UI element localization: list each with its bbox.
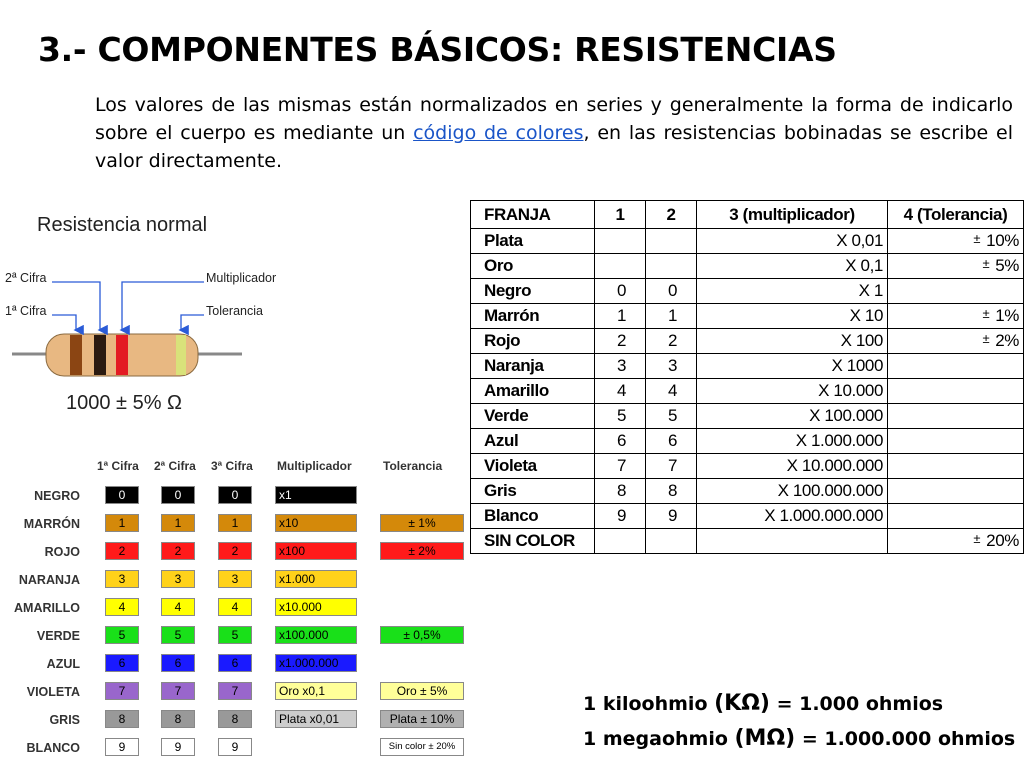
table-cell — [697, 529, 888, 554]
table-row — [471, 354, 1024, 379]
table-cell: X 10.000.000 — [697, 454, 888, 479]
color-code-link[interactable]: código de colores — [413, 122, 584, 144]
tolerance-value: 5% — [995, 256, 1019, 275]
table-cell: 5 — [646, 404, 697, 429]
table-cell: Rojo — [471, 329, 595, 354]
chart-color-name: ROJO — [44, 545, 80, 559]
chart-multiplier: Plata x0,01 — [275, 710, 357, 728]
chart-digit-1: 6 — [105, 654, 139, 672]
band-second-digit — [94, 335, 106, 375]
chart-digit-2: 0 — [161, 486, 195, 504]
table-cell-tolerance — [888, 479, 1024, 504]
table-row — [471, 229, 1024, 254]
table-cell: 6 — [646, 429, 697, 454]
band-multiplier — [116, 335, 128, 375]
table-row — [471, 454, 1024, 479]
kilo-value: = 1.000 ohmios — [769, 693, 944, 715]
table-row — [471, 529, 1024, 554]
chart-digit-3: 9 — [218, 738, 252, 756]
chart-row — [0, 514, 470, 534]
table-header: 4 (Tolerancia) — [888, 201, 1024, 229]
chart-tolerance: ± 2% — [380, 542, 464, 560]
chart-digit-2: 3 — [161, 570, 195, 588]
chart-multiplier: Oro x0,1 — [275, 682, 357, 700]
table-row — [471, 479, 1024, 504]
table-cell: X 10.000 — [697, 379, 888, 404]
page-title: 3.- COMPONENTES BÁSICOS: RESISTENCIAS — [38, 30, 837, 69]
chart-digit-1: 7 — [105, 682, 139, 700]
chart-header-second: 2ª Cifra — [154, 459, 196, 473]
table-header: 1 — [595, 201, 646, 229]
chart-row — [0, 626, 470, 646]
chart-digit-2: 7 — [161, 682, 195, 700]
table-cell: X 0,01 — [697, 229, 888, 254]
table-row — [471, 329, 1024, 354]
table-row — [471, 429, 1024, 454]
table-cell: 2 — [646, 329, 697, 354]
table-cell: Negro — [471, 279, 595, 304]
chart-multiplier: x100 — [275, 542, 357, 560]
intro-text-after: , en las resistencias bobinadas se escribe el valor directamente. — [95, 122, 1013, 172]
table-header: 2 — [646, 201, 697, 229]
chart-digit-1: 0 — [105, 486, 139, 504]
plus-minus-sign: ± — [973, 231, 981, 246]
chart-color-name: VERDE — [36, 629, 80, 643]
chart-digit-2: 2 — [161, 542, 195, 560]
chart-row — [0, 710, 470, 730]
table-cell: 8 — [595, 479, 646, 504]
table-cell-tolerance — [888, 254, 1024, 279]
table-cell: 3 — [646, 354, 697, 379]
chart-header-third: 3ª Cifra — [211, 459, 253, 473]
chart-tolerance: ± 1% — [380, 514, 464, 532]
megaohm-equivalence — [583, 726, 1015, 751]
chart-digit-3: 3 — [218, 570, 252, 588]
chart-row — [0, 542, 470, 562]
chart-row — [0, 654, 470, 674]
tolerance-value: 20% — [986, 531, 1019, 550]
band-first-digit — [70, 335, 82, 375]
arrow-multiplier — [122, 282, 204, 330]
chart-multiplier: x1.000.000 — [275, 654, 357, 672]
table-cell: 4 — [646, 379, 697, 404]
table-cell: SIN COLOR — [471, 529, 595, 554]
chart-row — [0, 598, 470, 618]
table-cell — [595, 529, 646, 554]
chart-row — [0, 738, 470, 758]
chart-digit-1: 2 — [105, 542, 139, 560]
table-cell: Azul — [471, 429, 595, 454]
chart-digit-2: 1 — [161, 514, 195, 532]
chart-tolerance: Oro ± 5% — [380, 682, 464, 700]
arrow-tolerance — [181, 315, 204, 330]
tolerance-value: 1% — [995, 306, 1019, 325]
table-cell: Plata — [471, 229, 595, 254]
plus-minus-sign: ± — [982, 331, 990, 346]
table-cell-tolerance — [888, 329, 1024, 354]
chart-digit-1: 8 — [105, 710, 139, 728]
tolerance-value: 2% — [995, 331, 1019, 350]
table-cell-tolerance — [888, 404, 1024, 429]
table-cell: 4 — [595, 379, 646, 404]
chart-digit-2: 9 — [161, 738, 195, 756]
table-cell: 5 — [595, 404, 646, 429]
mega-symbol: (MΩ) — [734, 726, 796, 751]
table-cell: X 100 — [697, 329, 888, 354]
chart-digit-3: 4 — [218, 598, 252, 616]
chart-color-name: MARRÓN — [23, 517, 80, 531]
table-cell: 3 — [595, 354, 646, 379]
table-cell-tolerance — [888, 454, 1024, 479]
chart-multiplier: x10 — [275, 514, 357, 532]
table-row — [471, 404, 1024, 429]
chart-color-name: BLANCO — [26, 741, 80, 755]
label-multiplier: Multiplicador — [206, 271, 277, 285]
table-header-row — [471, 201, 1024, 229]
table-header: 3 (multiplicador) — [697, 201, 888, 229]
table-cell-tolerance — [888, 379, 1024, 404]
plus-minus-sign: ± — [982, 256, 990, 271]
chart-digit-1: 1 — [105, 514, 139, 532]
table-cell: 7 — [646, 454, 697, 479]
label-tolerance: Tolerancia — [206, 304, 263, 318]
chart-header-tolerance: Tolerancia — [383, 459, 443, 473]
table-cell: Violeta — [471, 454, 595, 479]
kilo-symbol: (KΩ) — [714, 691, 770, 716]
resistor-value: 1000 ± 5% Ω — [66, 392, 182, 414]
table-cell: 0 — [595, 279, 646, 304]
chart-row — [0, 570, 470, 590]
table-cell: X 100.000 — [697, 404, 888, 429]
table-cell — [646, 529, 697, 554]
chart-multiplier — [275, 738, 357, 756]
chart-tolerance: ± 0,5% — [380, 626, 464, 644]
table-cell: 8 — [646, 479, 697, 504]
table-cell: Verde — [471, 404, 595, 429]
chart-row — [0, 486, 470, 506]
chart-tolerance: Plata ± 10% — [380, 710, 464, 728]
table-cell: 6 — [595, 429, 646, 454]
table-cell: Gris — [471, 479, 595, 504]
table-cell: Marrón — [471, 304, 595, 329]
table-row — [471, 304, 1024, 329]
chart-digit-2: 4 — [161, 598, 195, 616]
table-cell: 0 — [646, 279, 697, 304]
chart-digit-1: 3 — [105, 570, 139, 588]
chart-color-name: AMARILLO — [14, 601, 80, 615]
intro-text-before: Los valores de las mismas están normalizados en series y generalmente la forma de indicarlo sobre el cuerpo es mediante un — [95, 94, 1013, 144]
plus-minus-sign: ± — [982, 306, 990, 321]
chart-color-name: AZUL — [46, 657, 80, 671]
table-cell: 1 — [646, 304, 697, 329]
table-cell: X 10 — [697, 304, 888, 329]
chart-digit-1: 5 — [105, 626, 139, 644]
table-cell-tolerance — [888, 229, 1024, 254]
kiloohm-equivalence — [583, 691, 943, 716]
mega-value: = 1.000.000 ohmios — [795, 728, 1016, 750]
table-cell: Blanco — [471, 504, 595, 529]
kilo-text: 1 kiloohmio — [583, 693, 715, 715]
chart-digit-1: 4 — [105, 598, 139, 616]
table-row — [471, 504, 1024, 529]
label-first-digit: 1ª Cifra — [5, 304, 47, 318]
table-header: FRANJA — [471, 201, 595, 229]
chart-digit-1: 9 — [105, 738, 139, 756]
table-cell: 2 — [595, 329, 646, 354]
arrow-first-digit — [52, 315, 76, 330]
table-cell-tolerance — [888, 279, 1024, 304]
chart-color-name: VIOLETA — [26, 685, 80, 699]
chart-multiplier: x1 — [275, 486, 357, 504]
table-cell: 9 — [646, 504, 697, 529]
intro-paragraph — [95, 91, 1013, 175]
table-cell — [646, 229, 697, 254]
chart-digit-3: 8 — [218, 710, 252, 728]
table-cell-tolerance — [888, 304, 1024, 329]
chart-color-name: NARANJA — [18, 573, 80, 587]
table-cell-tolerance — [888, 354, 1024, 379]
band-table — [470, 200, 1024, 554]
chart-digit-3: 0 — [218, 486, 252, 504]
table-cell-tolerance — [888, 429, 1024, 454]
tolerance-value: 10% — [986, 231, 1019, 250]
table-cell — [646, 254, 697, 279]
chart-digit-3: 5 — [218, 626, 252, 644]
chart-multiplier: x1.000 — [275, 570, 357, 588]
table-row — [471, 279, 1024, 304]
table-cell — [595, 254, 646, 279]
resistor-heading: Resistencia normal — [37, 214, 208, 236]
table-cell-tolerance — [888, 504, 1024, 529]
chart-digit-3: 1 — [218, 514, 252, 532]
chart-digit-2: 6 — [161, 654, 195, 672]
chart-color-name: NEGRO — [34, 489, 80, 503]
chart-digit-2: 8 — [161, 710, 195, 728]
table-row — [471, 254, 1024, 279]
table-cell: Naranja — [471, 354, 595, 379]
table-cell: X 1 — [697, 279, 888, 304]
chart-digit-2: 5 — [161, 626, 195, 644]
chart-digit-3: 6 — [218, 654, 252, 672]
chart-tolerance: Sin color ± 20% — [380, 738, 464, 756]
chart-digit-3: 7 — [218, 682, 252, 700]
table-cell: X 0,1 — [697, 254, 888, 279]
table-cell: 7 — [595, 454, 646, 479]
chart-multiplier: x10.000 — [275, 598, 357, 616]
table-cell — [595, 229, 646, 254]
chart-header-multiplier: Multiplicador — [277, 459, 352, 473]
table-cell-tolerance — [888, 529, 1024, 554]
table-cell: 1 — [595, 304, 646, 329]
table-cell: X 1000 — [697, 354, 888, 379]
chart-multiplier: x100.000 — [275, 626, 357, 644]
plus-minus-sign: ± — [973, 531, 981, 546]
chart-row — [0, 682, 470, 702]
table-cell: 9 — [595, 504, 646, 529]
table-row — [471, 379, 1024, 404]
table-cell: X 1.000.000.000 — [697, 504, 888, 529]
chart-color-name: GRIS — [49, 713, 80, 727]
chart-header-first: 1ª Cifra — [97, 459, 139, 473]
table-cell: Amarillo — [471, 379, 595, 404]
table-cell: X 1.000.000 — [697, 429, 888, 454]
table-cell: X 100.000.000 — [697, 479, 888, 504]
resistor-drawing — [0, 260, 260, 390]
label-second-digit: 2ª Cifra — [5, 271, 47, 285]
mega-text: 1 megaohmio — [583, 728, 735, 750]
chart-digit-3: 2 — [218, 542, 252, 560]
band-tolerance — [176, 335, 186, 375]
table-cell: Oro — [471, 254, 595, 279]
